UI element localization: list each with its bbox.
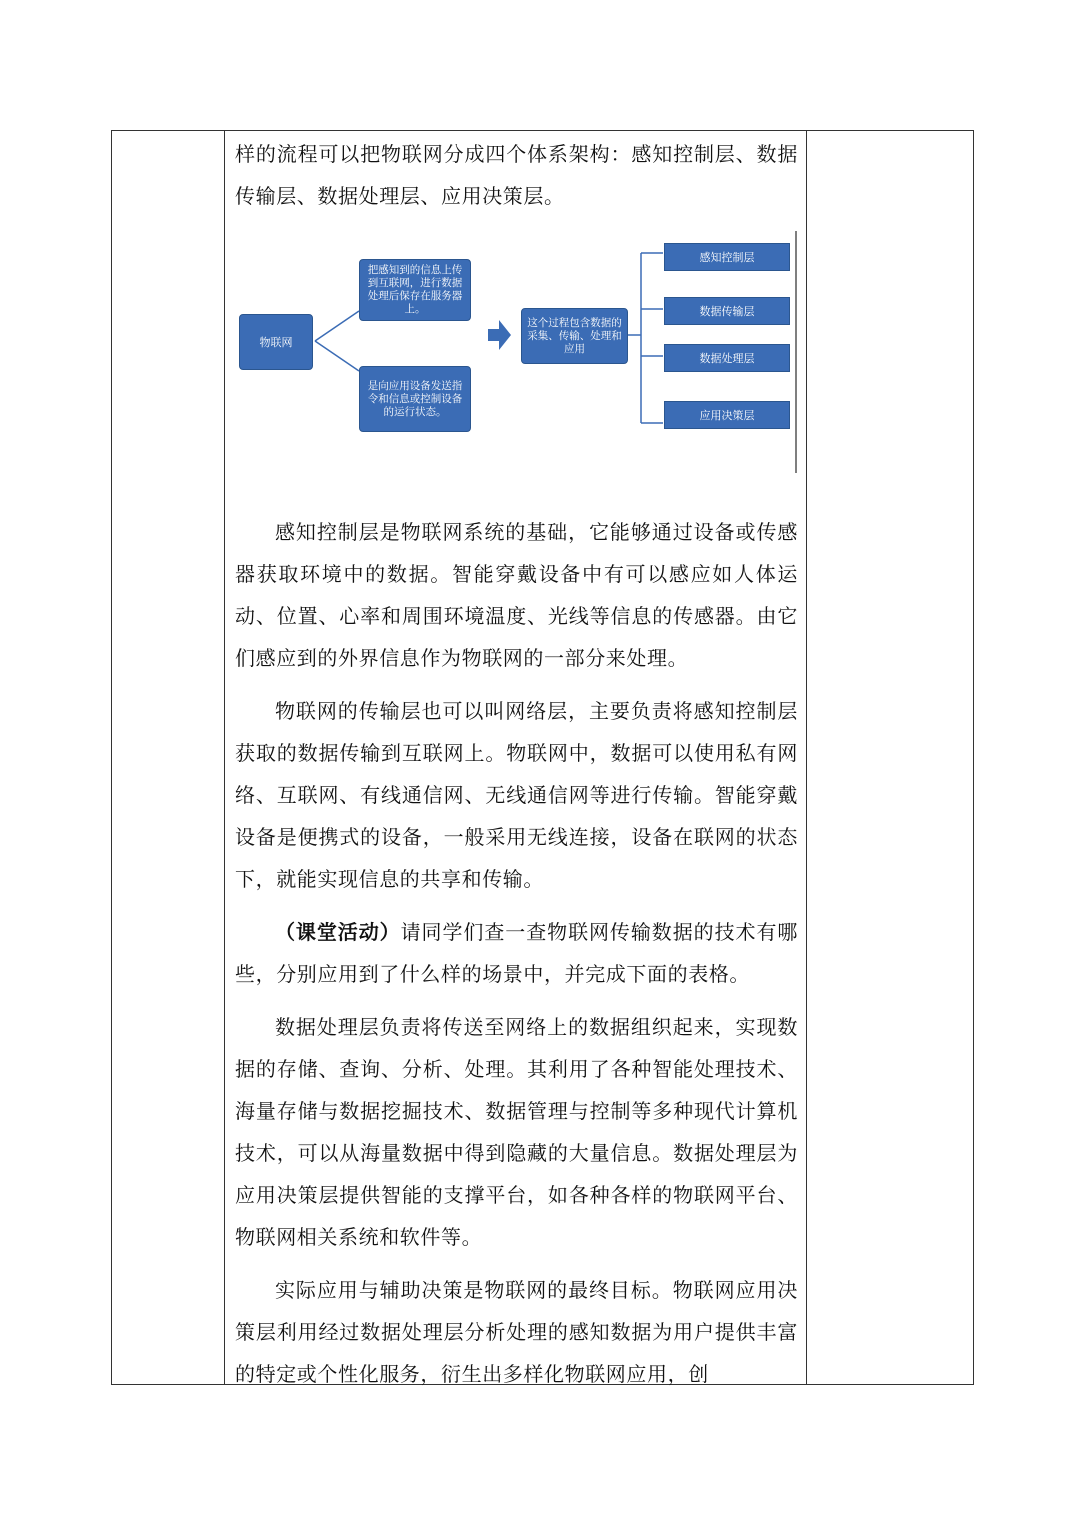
- layer-application-decision: 应用决策层: [664, 401, 790, 429]
- paragraph-application-layer: 实际应用与辅助决策是物联网的最终目标。物联网应用决策层利用经过数据处理层分析处理的感知数据为用户提供丰富的特定或个性化服务，衍生出多样化物联网应用，创: [235, 1278, 798, 1386]
- node-middle: 这个过程包含数据的采集、传输、处理和应用: [521, 308, 628, 364]
- paragraph-intro: 样的流程可以把物联网分成四个体系架构：感知控制层、数据传输层、数据处理层、应用决策层。: [235, 142, 798, 208]
- node-upper: 把感知到的信息上传到互联网，进行数据处理后保存在服务器上。: [359, 259, 471, 321]
- iot-architecture-diagram: [235, 231, 798, 493]
- lesson-table: [111, 130, 974, 1385]
- paragraph-transport-layer: 物联网的传输层也可以叫网络层，主要负责将感知控制层获取的数据传输到互联网上。物联网中，数据可以使用私有网络、互联网、有线通信网、无线通信网等进行传输。智能穿戴设备是便携式的设备，一般采用无线连接，设备在联网的状态下，就能实现信息的共享和传输。: [235, 699, 798, 891]
- right-arrow-icon: [488, 320, 511, 350]
- connector-root-lower: [315, 341, 359, 371]
- column-divider-right: [806, 131, 807, 1384]
- activity-text: 请同学们查一查物联网传输数据的技术有哪些，分别应用到了什么样的场景中，并完成下面的表格。: [235, 920, 798, 986]
- content-cell: [235, 131, 798, 1395]
- paragraph-class-activity: [235, 911, 798, 995]
- paragraph-processing-layer: 数据处理层负责将传送至网络上的数据组织起来，实现数据的存储、查询、分析、处理。其利用了各种智能处理技术、海量存储与数据挖掘技术、数据管理与控制等多种现代计算机技术，可以从海量数据中得到隐藏的大量信息。数据处理层为应用决策层提供智能的支撑平台，如各种各样的物联网平台、物联网相关系统和软件等。: [235, 1015, 798, 1249]
- layer-data-processing: 数据处理层: [664, 344, 790, 372]
- node-root: 物联网: [239, 314, 313, 370]
- layer-perception-control: 感知控制层: [664, 243, 790, 271]
- node-lower: 是向应用设备发送指令和信息或控制设备的运行状态。: [359, 366, 471, 432]
- layer-data-transport: 数据传输层: [664, 297, 790, 325]
- activity-label: （课堂活动）: [275, 920, 401, 944]
- column-divider-left: [224, 131, 225, 1384]
- connector-root-upper: [315, 311, 359, 341]
- paragraph-perception-layer: 感知控制层是物联网系统的基础，它能够通过设备或传感器获取环境中的数据。智能穿戴设备中有可以感应如人体运动、位置、心率和周围环境温度、光线等信息的传感器。由它们感应到的外界信息作为物联网的一部分来处理。: [235, 520, 798, 670]
